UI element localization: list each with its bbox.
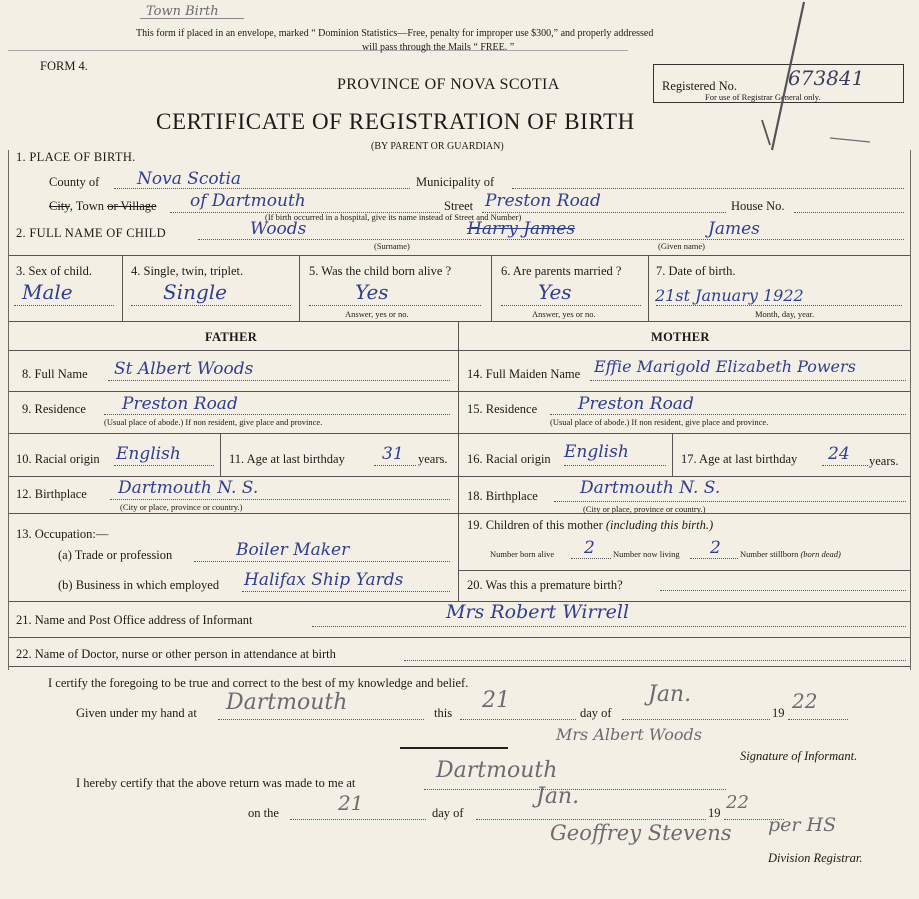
separator-rule bbox=[400, 747, 508, 749]
mother-age-label: 17. Age at last birthday bbox=[681, 452, 798, 466]
father-birthplace-value: Dartmouth N. S. bbox=[118, 478, 259, 498]
mother-birthplace-caption: (City or place, province or country.) bbox=[583, 504, 706, 514]
sex-line bbox=[14, 305, 114, 306]
town-value: of Dartmouth bbox=[190, 191, 306, 211]
registrar-day-line bbox=[290, 819, 426, 820]
born-alive-caption: Answer, yes or no. bbox=[345, 309, 409, 319]
stillborn-label-text: Number stillborn bbox=[740, 549, 799, 559]
given-under-label: Given under my hand at bbox=[76, 706, 197, 720]
business-value: Halifax Ship Yards bbox=[244, 570, 404, 590]
row3-divider-2 bbox=[299, 255, 300, 321]
born-alive-value: Yes bbox=[355, 280, 389, 304]
municipality-line bbox=[512, 188, 904, 189]
child-surname: Woods bbox=[250, 219, 307, 239]
this-label: this bbox=[434, 706, 453, 720]
registered-label: Registered No. bbox=[662, 79, 737, 93]
right-border bbox=[910, 150, 911, 670]
street-label: Street bbox=[444, 199, 474, 213]
registrar-month-value: Jan. bbox=[536, 784, 580, 809]
parents-married-label: 6. Are parents married ? bbox=[501, 264, 622, 278]
premature-line bbox=[660, 590, 906, 591]
informant-label: 21. Name and Post Office address of Informant bbox=[16, 613, 253, 627]
born-alive-count-line bbox=[571, 558, 611, 559]
day-of-label: day of bbox=[580, 706, 612, 720]
pencil-underline bbox=[140, 18, 244, 19]
row9-top-rule bbox=[8, 391, 911, 392]
father-name-line bbox=[108, 380, 450, 381]
surname-caption: (Surname) bbox=[374, 241, 410, 251]
mother-race-value: English bbox=[564, 442, 629, 462]
registrar-caption: Division Registrar. bbox=[768, 851, 863, 865]
year-line bbox=[788, 719, 848, 720]
province-heading: PROVINCE OF NOVA SCOTIA bbox=[337, 76, 560, 93]
father-race-line bbox=[114, 465, 214, 466]
given-caption: (Given name) bbox=[658, 241, 705, 251]
municipality-label: Municipality of bbox=[416, 175, 495, 189]
mother-age-unit: years. bbox=[869, 454, 899, 468]
pencil-note-top: Town Birth bbox=[146, 4, 219, 19]
mother-name-line bbox=[590, 380, 906, 381]
child-name-line bbox=[198, 239, 904, 240]
occupation-label: 13. Occupation:— bbox=[16, 527, 109, 541]
month-value: Jan. bbox=[648, 682, 692, 707]
row3-bottom-rule bbox=[8, 321, 911, 322]
row3-top-rule bbox=[8, 255, 911, 256]
this-day-value: 21 bbox=[482, 688, 510, 713]
born-alive-count-value: 2 bbox=[584, 538, 595, 558]
registered-number: 673841 bbox=[788, 66, 865, 90]
street-value: Preston Road bbox=[485, 191, 601, 211]
row10-divider-father bbox=[220, 433, 221, 476]
notice-line-2: will pass through the Mails “ FREE. ” bbox=[362, 42, 515, 53]
given-place-line bbox=[218, 719, 424, 720]
now-living-line bbox=[690, 558, 738, 559]
father-age-value: 31 bbox=[382, 444, 404, 464]
pencil-check-mark bbox=[760, 0, 880, 160]
county-value: Nova Scotia bbox=[137, 169, 242, 189]
now-living-label: Number now living bbox=[613, 549, 680, 559]
premature-label: 20. Was this a premature birth? bbox=[467, 578, 623, 592]
mother-birthplace-value: Dartmouth N. S. bbox=[580, 478, 721, 498]
registrar-year-suffix: 22 bbox=[726, 792, 749, 813]
business-line bbox=[242, 591, 450, 592]
given-place-value: Dartmouth bbox=[226, 690, 348, 715]
top-rule bbox=[8, 50, 628, 51]
children-label bbox=[467, 518, 713, 532]
mother-residence-label: 15. Residence bbox=[467, 402, 538, 416]
mother-name-label: 14. Full Maiden Name bbox=[467, 367, 581, 381]
father-age-label: 11. Age at last birthday bbox=[229, 452, 345, 466]
registered-note: For use of Registrar General only. bbox=[705, 92, 821, 102]
registrar-place-value: Dartmouth bbox=[436, 758, 558, 783]
father-race-value: English bbox=[116, 444, 181, 464]
father-residence-caption: (Usual place of abode.) If non resident, give place and province. bbox=[104, 417, 323, 427]
informant-value: Mrs Robert Wirrell bbox=[446, 601, 630, 623]
children-note: (including this birth.) bbox=[605, 518, 714, 532]
date-of-birth-caption: Month, day, year. bbox=[755, 309, 815, 319]
row22-top-rule bbox=[8, 637, 911, 638]
house-label: House No. bbox=[731, 199, 785, 213]
this-day-line bbox=[460, 719, 576, 720]
father-name-label: 8. Full Name bbox=[22, 367, 88, 381]
village-label: or Village bbox=[107, 199, 157, 213]
doctor-label: 22. Name of Doctor, nurse or other person in attendance at birth bbox=[16, 647, 336, 661]
father-birthplace-label: 12. Birthplace bbox=[16, 487, 87, 501]
born-alive-label: 5. Was the child born alive ? bbox=[309, 264, 452, 278]
mother-age-line bbox=[822, 465, 868, 466]
registrar-month-line bbox=[476, 819, 706, 820]
mother-race-line bbox=[564, 465, 666, 466]
row3-divider-3 bbox=[491, 255, 492, 321]
father-race-label: 10. Racial origin bbox=[16, 452, 100, 466]
parents-married-caption: Answer, yes or no. bbox=[532, 309, 596, 319]
house-line bbox=[794, 212, 904, 213]
sex-label: 3. Sex of child. bbox=[16, 264, 93, 278]
stillborn-note: (born dead) bbox=[800, 549, 841, 559]
father-residence-value: Preston Road bbox=[122, 394, 238, 414]
on-the-label: on the bbox=[248, 806, 279, 820]
row8-top-rule bbox=[8, 350, 911, 351]
date-of-birth-line bbox=[656, 305, 902, 306]
date-of-birth-value: 21st January 1922 bbox=[655, 286, 804, 305]
mother-age-value: 24 bbox=[828, 444, 850, 464]
trade-label: (a) Trade or profession bbox=[58, 548, 173, 562]
mother-residence-caption: (Usual place of abode.) If non resident, give place and province. bbox=[550, 417, 769, 427]
registrar-day-value: 21 bbox=[338, 791, 364, 815]
year-prefix: 19 bbox=[772, 706, 785, 720]
certificate-title: CERTIFICATE OF REGISTRATION OF BIRTH bbox=[156, 109, 635, 134]
trade-line bbox=[194, 561, 450, 562]
father-birthplace-line bbox=[110, 499, 450, 500]
father-heading: FATHER bbox=[205, 330, 258, 344]
sex-value: Male bbox=[22, 280, 73, 304]
parents-married-line bbox=[501, 305, 641, 306]
mother-race-label: 16. Racial origin bbox=[467, 452, 551, 466]
father-age-unit: years. bbox=[418, 452, 448, 466]
born-alive-count-label: Number born alive bbox=[490, 549, 555, 559]
row12-top-rule bbox=[8, 476, 911, 477]
doctor-line bbox=[404, 660, 906, 661]
mother-residence-value: Preston Road bbox=[578, 394, 694, 414]
registrar-statement: I hereby certify that the above return was made to me at bbox=[76, 776, 356, 790]
month-line bbox=[622, 719, 770, 720]
notice-line-1: This form if placed in an envelope, marked “ Dominion Statistics—Free, penalty for improper use $300,” and properly addressed bbox=[136, 28, 654, 39]
trade-value: Boiler Maker bbox=[236, 540, 350, 560]
business-label: (b) Business in which employed bbox=[58, 578, 220, 592]
child-given-struck: Harry James bbox=[467, 219, 576, 239]
row3-divider-4 bbox=[648, 255, 649, 321]
signature-caption: Signature of Informant. bbox=[740, 749, 858, 763]
child-name-label: 2. FULL NAME OF CHILD bbox=[16, 226, 166, 240]
town-label: Town bbox=[75, 199, 105, 213]
parents-married-value: Yes bbox=[538, 280, 572, 304]
city-label: City bbox=[49, 199, 70, 213]
registrar-signature: Geoffrey Stevens bbox=[550, 821, 732, 845]
informant-line bbox=[312, 626, 906, 627]
father-age-line bbox=[374, 465, 416, 466]
county-label: County of bbox=[49, 175, 100, 189]
place-of-birth-heading: 1. PLACE OF BIRTH. bbox=[16, 150, 136, 164]
mother-name-value: Effie Marigold Elizabeth Powers bbox=[594, 357, 856, 376]
row10-divider-mother bbox=[672, 433, 673, 476]
registrar-signature-extra: per HS bbox=[768, 814, 837, 836]
single-twin-line bbox=[131, 305, 291, 306]
father-name-value: St Albert Woods bbox=[114, 359, 254, 379]
date-of-birth-label: 7. Date of birth. bbox=[656, 264, 736, 278]
single-twin-label: 4. Single, twin, triplet. bbox=[131, 264, 244, 278]
informant-signature: Mrs Albert Woods bbox=[556, 725, 702, 744]
born-alive-line bbox=[309, 305, 481, 306]
father-residence-line bbox=[104, 414, 450, 415]
row22-bottom-rule bbox=[8, 666, 911, 667]
now-living-value: 2 bbox=[710, 538, 721, 558]
registrar-year-prefix: 19 bbox=[708, 806, 721, 820]
left-border bbox=[8, 150, 9, 670]
mother-residence-line bbox=[550, 414, 906, 415]
row20-top-rule bbox=[458, 570, 911, 571]
form-number: FORM 4. bbox=[40, 59, 88, 73]
certify-statement: I certify the foregoing to be true and correct to the best of my knowledge and belief. bbox=[48, 676, 469, 690]
row10-top-rule bbox=[8, 433, 911, 434]
mother-heading: MOTHER bbox=[651, 330, 710, 344]
city-town-village-row: City, Town or Village bbox=[49, 199, 157, 213]
mother-birthplace-label: 18. Birthplace bbox=[467, 489, 538, 503]
stillborn-label bbox=[740, 549, 841, 559]
father-birthplace-caption: (City or place, province or country.) bbox=[120, 502, 243, 512]
row13-top-rule bbox=[8, 513, 911, 514]
certificate-subtitle: (BY PARENT OR GUARDIAN) bbox=[371, 141, 504, 152]
children-label-text: 19. Children of this mother bbox=[467, 518, 603, 532]
parents-center-divider bbox=[458, 321, 459, 601]
registrar-day-of-label: day of bbox=[432, 806, 464, 820]
hospital-note: (If birth occurred in a hospital, give its name instead of Street and Number) bbox=[265, 212, 522, 222]
single-twin-value: Single bbox=[163, 280, 228, 304]
mother-birthplace-line bbox=[554, 501, 906, 502]
row3-divider-1 bbox=[122, 255, 123, 321]
child-given-added: James bbox=[708, 219, 760, 239]
year-suffix: 22 bbox=[792, 689, 818, 713]
father-residence-label: 9. Residence bbox=[22, 402, 86, 416]
